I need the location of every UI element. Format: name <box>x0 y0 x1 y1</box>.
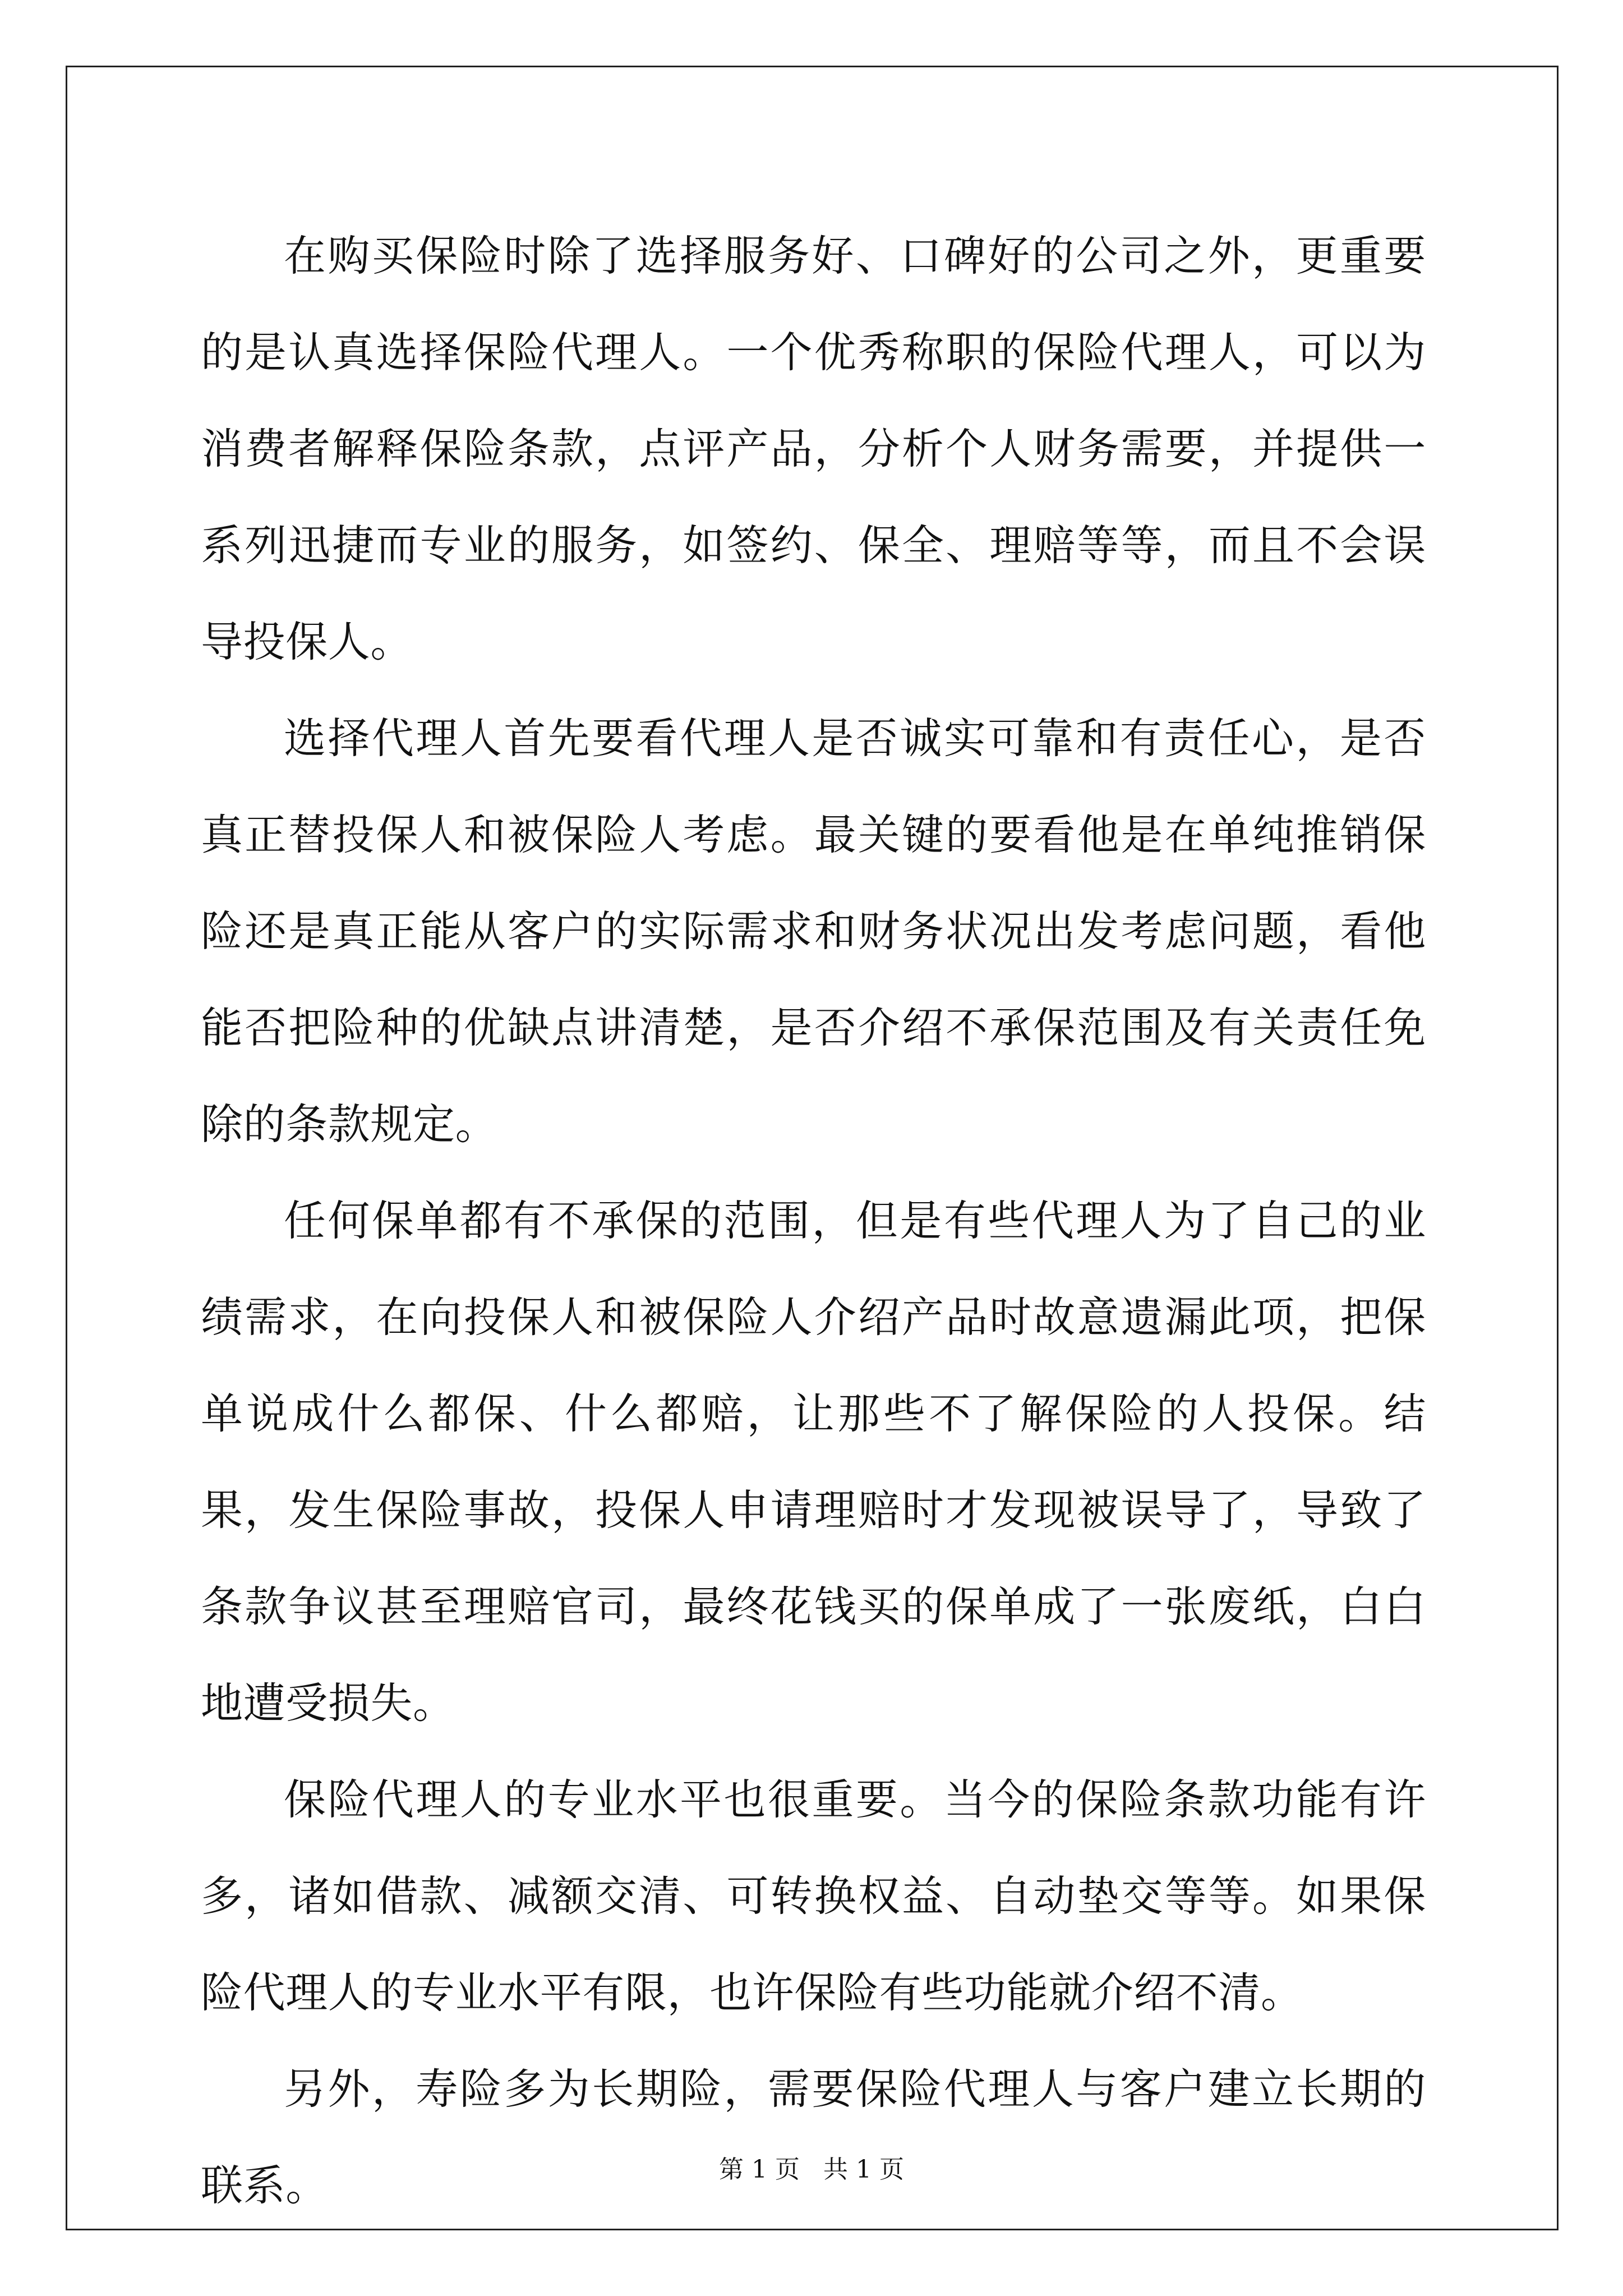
paragraph-1: 在购买保险时除了选择服务好、口碑好的公司之外，更重要的是认真选择保险代理人。一个优秀称职的保险代理人，可以为消费者解释保险条款，点评产品，分析个人财务需要，并提供一系列迅捷而专业的服务，如签约、保全、理赔等等，而且不会误导投保人。 <box>201 231 1426 666</box>
paragraph-4: 保险代理人的专业水平也很重要。当今的保险条款功能有许多，诸如借款、减额交清、可转换权益、自动垫交等等。如果保险代理人的专业水平有限，也许保险有些功能就介绍不清。 <box>201 1775 1426 2017</box>
document-body <box>201 208 1426 2234</box>
paragraph-3: 任何保单都有不承保的范围，但是有些代理人为了自己的业绩需求，在向投保人和被保险人介绍产品时故意遗漏此项，把保单说成什么都保、什么都赔，让那些不了解保险的人投保。结果，发生保险事故，投保人申请理赔时才发现被误导了，导致了条款争议甚至理赔官司，最终花钱买的保单成了一张废纸，白白地遭受损失。 <box>201 1196 1426 1728</box>
page-number-footer: 第 1 页 共 1 页 <box>719 2155 904 2184</box>
paragraph-5: 另外，寿险多为长期险，需要保险代理人与客户建立长期的联系。 <box>201 2064 1426 2210</box>
paragraph-2: 选择代理人首先要看代理人是否诚实可靠和有责任心，是否真正替投保人和被保险人考虑。最关键的要看他是在单纯推销保险还是真正能从客户的实际需求和财务状况出发考虑问题，看他能否把险种的优缺点讲清楚，是否介绍不承保范围及有关责任免除的条款规定。 <box>201 714 1426 1149</box>
